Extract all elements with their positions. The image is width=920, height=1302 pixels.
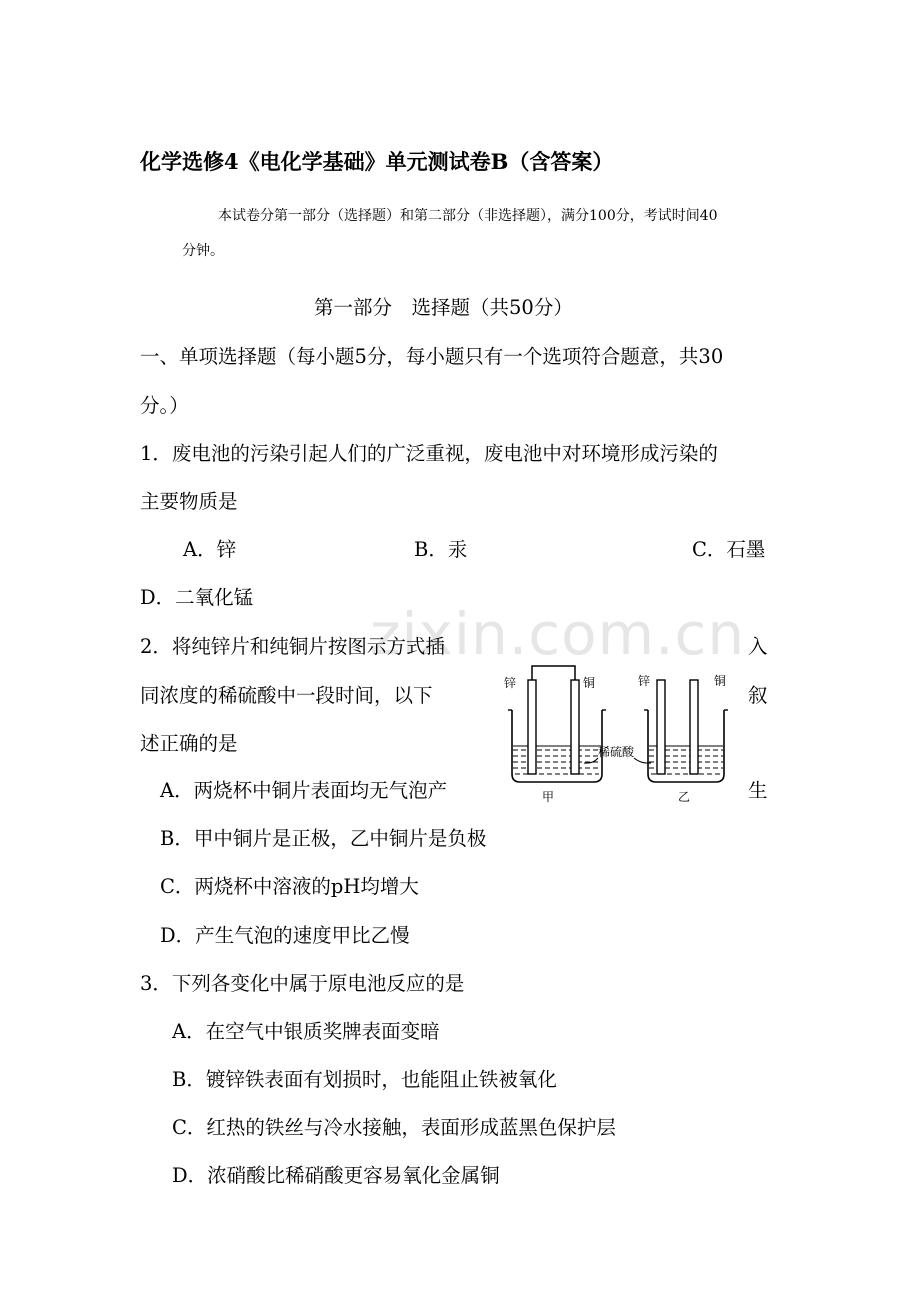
q1-option-d: D．二氧化锰 [140,586,254,609]
zinc-electrode-right [657,680,665,774]
label-acid: 稀硫酸 [598,745,635,759]
q1-option-c: C．石墨 [692,538,766,561]
solution-left [513,746,601,774]
q2-stem-line-1: 2．将纯锌片和纯铜片按图示方式插 [140,635,445,658]
watermark: zixin.com.cn [370,600,746,668]
label-copper-right: 铜 [714,674,727,688]
label-beaker-yi: 乙 [678,790,691,804]
copper-electrode-right [690,680,698,774]
q3-option-b: B．镀锌铁表面有划损时，也能阻止铁被氧化 [172,1068,557,1091]
beaker-diagram [498,658,728,808]
label-copper-left: 铜 [583,676,596,690]
document-title: 化学选修4《电化学基础》单元测试卷B（含答案） [140,149,614,174]
section1-line-2: 分。） [140,394,189,417]
q2-option-d: D．产生气泡的速度甲比乙慢 [160,924,410,947]
q2-stem-line-1-end: 入 [748,635,768,658]
beaker-diagram-svg [498,658,728,808]
copper-electrode-left [571,680,579,774]
intro-line-2: 分钟。 [182,243,224,259]
q2-option-a: A．两烧杯中铜片表面均无气泡产 [160,779,448,802]
q2-option-a-end: 生 [748,779,768,802]
connecting-wire [532,666,575,702]
q1-option-b: B．汞 [414,538,468,561]
q2-stem-line-2-end: 叙 [748,684,768,707]
q3-option-d: D．浓硝酸比稀硝酸更容易氧化金属铜 [172,1164,500,1187]
q3-stem: 3．下列各变化中属于原电池反应的是 [140,972,465,995]
q1-stem-line-1: 1．废电池的污染引起人们的广泛重视，废电池中对环境形成污染的 [140,442,718,465]
q2-stem-line-3: 述正确的是 [140,732,238,755]
intro-line-1: 本试卷分第一部分（选择题）和第二部分（非选择题），满分100分，考试时间40 [218,208,718,224]
label-beaker-jia: 甲 [542,790,555,804]
q1-stem-line-2: 主要物质是 [140,490,238,513]
q3-option-c: C．红热的铁丝与冷水接触，表面形成蓝黑色保护层 [172,1116,616,1139]
q2-option-b: B．甲中铜片是正极，乙中铜片是负极 [160,827,487,850]
q2-option-c: C．两烧杯中溶液的pH均增大 [160,875,419,898]
zinc-electrode-left [528,680,536,774]
section1-line-1: 一、单项选择题（每小题5分，每小题只有一个选项符合题意，共30 [140,345,724,368]
q1-option-a: A．锌 [183,538,237,561]
q3-option-a: A．在空气中银质奖牌表面变暗 [172,1020,440,1043]
part1-heading: 第一部分 选择题（共50分） [314,296,573,319]
q2-stem-line-2: 同浓度的稀硫酸中一段时间，以下 [140,684,433,707]
label-zinc-left: 锌 [504,676,517,690]
label-zinc-right: 锌 [638,674,651,688]
